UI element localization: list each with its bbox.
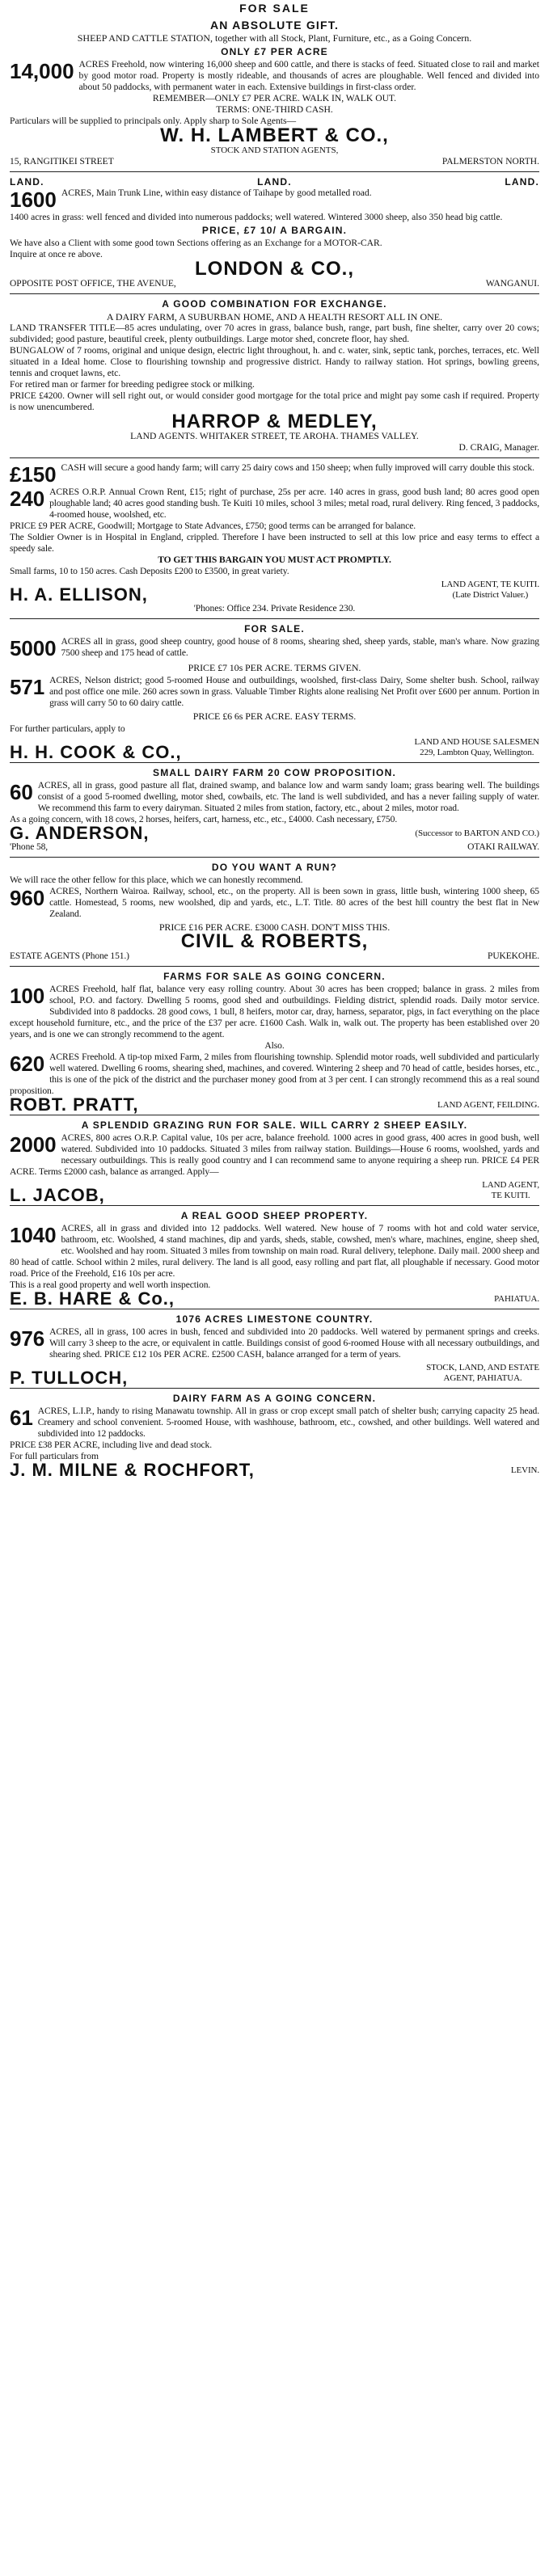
acreage-figure: 100 — [10, 984, 45, 1008]
acreage-figure: 5000 — [10, 636, 57, 660]
advert-body: ACRES Freehold, now wintering 16,000 sheep and 600 cattle, and there is stacks of feed. Situated close to rail and market by good motor road. Property is mostly rideable, and thousands of acres are ploughable. Well fenced and divided into about 50 paddocks, with permanent water in each. Extensive buildings in first-class order. — [78, 59, 539, 92]
advert-title: DO YOU WANT A RUN? — [211, 862, 338, 873]
agent-manager: D. CRAIG, Manager. — [458, 442, 539, 453]
agent-address: 15, RANGITIKEI STREET — [10, 157, 114, 167]
advert-body-3: PRICE £9 PER ACRE, Goodwill; Mortgage to State Advances, £750; good terms can be arranged for balance. — [10, 521, 416, 531]
advert-lambert — [10, 19, 539, 167]
agent-phones: 'Phones: Office 234. Private Residence 230. — [193, 603, 356, 613]
advert-price: PRICE £16 PER ACRE. £3000 CASH. DON'T MISS THIS. — [158, 921, 391, 933]
agent-town: PUKEKOHE. — [488, 951, 539, 961]
land-label: LAND. — [257, 176, 292, 188]
advert-body-2: ACRES Freehold. A tip-top mixed Farm, 2 miles from flourishing township. Splendid motor roads, well subdivided and particularly well watered. Dwelling 6 rooms, shearing shed, machines, and covered. Wintering 2 sheep and 70 head of cattle, besides horses, etc., this is one of the pick of the district and the purchaser money good from at 3 per cent. I can strongly recommend this as a real sound proposition. — [10, 1052, 539, 1096]
advert-milne — [10, 1393, 539, 1480]
agent-town: OTAKI RAILWAY. — [467, 842, 539, 852]
advert-particulars: Particulars will be supplied to principals only. Apply sharp to Sole Agents— — [10, 116, 297, 126]
agent-name: P. TULLOCH, — [10, 1368, 129, 1388]
acreage-figure: 60 — [10, 780, 33, 804]
agent-town: TE KUITI. — [491, 1191, 530, 1200]
advert-subtitle: ONLY £7 PER ACRE — [221, 46, 328, 57]
advert-body-2: BUNGALOW of 7 rooms, original and unique design, electric light throughout, h. and c. water, sink, septic tank, porches, terraces, etc. Well situated in a Ideal home. Close to flourishing township and progressive district. Handy to railway station. Hot springs, bowling greens, tennis and croquet lawns, etc. — [10, 345, 539, 378]
agent-name: LONDON & CO., — [195, 258, 354, 280]
advert-particulars: For full particulars from — [10, 1451, 99, 1461]
advert-title: FOR SALE. — [244, 623, 305, 635]
agent-phone: 'Phone 58, — [10, 842, 49, 852]
advert-body-4: PRICE £4200. Owner will sell right out, or would consider good mortgage for the total price and might pay some cash if required. Property is now unencumbered. — [10, 390, 539, 412]
acreage-figure: 61 — [10, 1406, 33, 1430]
divider — [10, 293, 539, 294]
advert-price: PRICE £7 10s PER ACRE. TERMS GIVEN. — [188, 662, 361, 673]
advert-body-2: ACRES, Northern Wairoa. Railway, school, etc., on the property. All is been sown in grass, little bush, wintering 1000 sheep, 65 cattle. Homestead, 5 rooms, new woolshed, dip and yards, etc., L.T. Title. 80 acres of the best hill country the best flat in New Zealand. — [49, 886, 539, 919]
agent-name: L. JACOB, — [10, 1185, 105, 1205]
acreage-figure: 960 — [10, 886, 45, 910]
agent-address: LAND AGENTS. WHITAKER STREET, TE AROHA. THAMES VALLEY. — [130, 431, 419, 441]
advert-body-2: This is a real good property and well worth inspection. — [10, 1280, 211, 1290]
advert-body-4: The Soldier Owner is in Hospital in England, crippled. Therefore I have been instructed to sell at this low price and easy terms to effect a speedy sale. — [10, 532, 539, 554]
advert-cook — [10, 623, 539, 762]
advert-title: 1076 ACRES LIMESTONE COUNTRY. — [175, 1313, 374, 1325]
divider — [10, 618, 539, 619]
advert-body-2: 1400 acres in grass: well fenced and divided into numerous paddocks; well watered. Wintered 3000 sheep, also 350 head big cattle. — [10, 212, 503, 222]
agent-role: LAND AND HOUSE SALESMEN — [414, 737, 539, 747]
advert-remember: REMEMBER—ONLY £7 PER ACRE. WALK IN, WALK OUT. — [152, 93, 397, 103]
advert-intro: A DAIRY FARM, A SUBURBAN HOME, AND A HEALTH RESORT ALL IN ONE. — [106, 311, 443, 323]
agent-role: STOCK, LAND, AND ESTATE — [426, 1363, 539, 1372]
advert-body: ACRES, all in grass, good pasture all flat, drained swamp, and balance low and warm sandy loam; grass bearing well. The buildings consist of a good 5-roomed dwelling, motor shed, cowbails, etc. The land is well subdivided, and has a never failing supply of water. We recommend this farm to every dairyman. Situated 2 miles from station, factory, etc., about 2 miles, motor road. — [37, 780, 539, 813]
advert-particulars: For further particulars, apply to — [10, 723, 125, 734]
advert-anderson — [10, 767, 539, 853]
agent-name: G. ANDERSON, — [10, 823, 150, 843]
land-label: LAND. — [505, 176, 539, 188]
divider — [10, 857, 539, 858]
advert-also: Also. — [264, 1040, 285, 1051]
agent-name: H. H. COOK & CO., — [10, 742, 182, 762]
advert-body: ACRES, all in grass, 100 acres in bush, fenced and subdivided into 20 paddocks. Well watered by permanent springs and creeks. Will carry 3 sheep to the acre, or equivalent in cattle. Buildings consist of good 6-roomed House with all necessary outbuildings, and shearing shed. PRICE £12 10s PER ACRE. £2500 CASH, balance arranged for a term of years. — [49, 1326, 539, 1360]
agent-address: OPPOSITE POST OFFICE, THE AVENUE, — [10, 279, 176, 289]
agent-name: ROBT. PRATT, — [10, 1094, 139, 1115]
advert-jacob — [10, 1119, 539, 1205]
divider — [10, 1388, 539, 1389]
divider — [10, 966, 539, 967]
advert-title: SMALL DAIRY FARM 20 COW PROPOSITION. — [152, 767, 396, 778]
agent-note: (Successor to BARTON AND CO.) — [415, 828, 539, 838]
advert-body: LAND TRANSFER TITLE—85 acres undulating, over 70 acres in grass, balance bush, range, part bush, fine shelter, carry over 20 cows; subdivided; good pasture, beautiful creek, plenty outbuildings. Large motor shed, concrete floor, hay shed. — [10, 323, 539, 344]
acreage-figure: 976 — [10, 1326, 45, 1351]
agent-role: LAND AGENT, TE KUITI. — [441, 580, 539, 589]
advert-body: ACRES, all in grass and divided into 12 paddocks. Well watered. New house of 7 rooms with hot and cold water service, bathroom, etc. Woolshed, 4 stand machines, dip and yards, sheds, stable, cowshed, men's whare, machines, engine, sheep shed, etc. Woolshed and hay room. Situated 3 miles from township on main road. Rural delivery, telephone. Daily mail. 2000 sheep and 80 head of cattle. School within 2 miles, rural delivery. The land is all good, easy rolling and part flat, all ploughable if necessary. Good motor road. Price of the Freehold, £16 10s per acre. — [10, 1223, 539, 1279]
advert-pratt — [10, 971, 539, 1115]
advert-title: DAIRY FARM AS A GOING CONCERN. — [172, 1393, 377, 1404]
agent-name: H. A. ELLISON, — [10, 584, 148, 605]
divider — [10, 1205, 539, 1206]
acreage-figure: 1040 — [10, 1223, 57, 1247]
advert-body-5: Small farms, 10 to 150 acres. Cash Deposits £200 to £3500, in great variety. — [10, 566, 289, 576]
advert-body: CASH will secure a good handy farm; will carry 25 dairy cows and 150 sheep; when fully improved will carry double this stock. — [61, 462, 534, 473]
advert-body: ACRES, 800 acres O.R.P. Capital value, 10s per acre, balance freehold. 1000 acres in good grass, 400 acres in good bush, well watered. Subdivided into 10 paddocks. Situated 3 miles from railway station. Buildings—House 6 rooms, woolshed, yards and necessary outbuildings. This is really good country and I can recommend same to anyone requiring a sheep run. PRICE £4 PER ACRE. Terms £2000 cash, balance as arranged. Apply— — [10, 1132, 539, 1177]
advert-body-3: For retired man or farmer for breeding pedigree stock or milking. — [10, 379, 255, 390]
land-label: LAND. — [10, 176, 44, 188]
advert-body-2: ACRES O.R.P. Annual Crown Rent, £15; right of purchase, 25s per acre. 140 acres in grass, good bush land; 80 acres good open ploughable land; 40 acres good standing bush. Te Kuiti 10 miles, school 3 miles; metal road, rural delivery. Ring fenced, 3 paddocks, 4-roomed house, woolshed, etc. — [49, 487, 539, 520]
advert-body: ACRES, Main Trunk Line, within easy distance of Taihape by good metalled road. — [61, 188, 372, 198]
advert-price: PRICE £38 PER ACRE, including live and dead stock. — [10, 1440, 213, 1450]
agent-name: E. B. HARE & Co., — [10, 1288, 175, 1309]
advert-body: ACRES all in grass, good sheep country, good house of 8 rooms, shearing shed, sheep yards, stable, man's whare. Now grazing 7500 sheep and 175 head of cattle. — [61, 636, 539, 658]
agent-town: LEVIN. — [510, 1465, 539, 1475]
advert-body: We will race the other fellow for this place, which we can honestly recommend. — [10, 875, 303, 885]
advert-intro: SHEEP AND CATTLE STATION, together with all Stock, Plant, Furniture, etc., as a Going Concern. — [77, 32, 472, 44]
agent-name: J. M. MILNE & ROCHFORT, — [10, 1460, 255, 1480]
agent-role: LAND AGENT, FEILDING. — [437, 1100, 539, 1110]
agent-name: W. H. LAMBERT & CO., — [160, 124, 389, 146]
advert-harrop — [10, 298, 539, 453]
advert-title: A GOOD COMBINATION FOR EXCHANGE. — [162, 298, 387, 310]
price-figure: £150 — [10, 462, 57, 487]
agent-address: 229, Lambton Quay, Wellington. — [420, 748, 534, 757]
advert-body-2: As a going concern, with 18 cows, 2 horses, heifers, cart, harness, etc., etc., £4000. Cash necessary, £750. — [10, 814, 398, 824]
acreage-figure: 2000 — [10, 1132, 57, 1157]
agent-town: PAHIATUA. — [494, 1294, 539, 1304]
acreage-figure: 571 — [10, 675, 45, 699]
advert-subtitle: TO GET THIS BARGAIN YOU MUST ACT PROMPTLY. — [158, 554, 391, 565]
advert-body-3: We have also a Client with some good town Sections offering as an Exchange for a MOTOR-CAR. — [10, 238, 382, 248]
advert-terms: TERMS: ONE-THIRD CASH. — [216, 104, 333, 115]
agent-name: CIVIL & ROBERTS, — [180, 930, 369, 952]
divider — [10, 457, 539, 458]
advert-body: ACRES Freehold, half flat, balance very easy rolling country. About 30 acres has been cropped; balance in grass. 2 miles from school, P.O. and factory. Dwelling 5 rooms, good shed and outbuildings. Fielding district, splendid roads. Daily motor service. Subdivided into 8 paddocks. 28 good cows, 1 bull, 8 heifers, motor car, dray, harness, separator, pigs, in fact everything on the place except household furniture, etc., and the price of the £37 per acre. £1600 Cash. Walk in, walk out. The property has been established over 20 years, and is one we can strongly recommend to the agent. — [10, 984, 539, 1039]
agent-town: WANGANUI. — [485, 279, 539, 289]
advert-title: FARMS FOR SALE AS GOING CONCERN. — [163, 971, 386, 982]
advert-title: AN ABSOLUTE GIFT. — [209, 19, 340, 32]
advert-ellison — [10, 462, 539, 614]
agent-role: LAND AGENT, — [482, 1180, 539, 1190]
divider — [10, 171, 539, 172]
divider — [10, 762, 539, 763]
acreage-figure: 14,000 — [10, 59, 74, 83]
newspaper-page — [6, 2, 543, 1480]
advert-body-2: ACRES, Nelson district; good 5-roomed House and outbuildings, woolshed, first-class Dairy, Some shelter bush. School, railway and post office one mile. 260 acres sown in grass. Valuable Timber Rights alone realising Net Profit over £600 per annum. Portion in grass will carry 50 to 60 dairy cattle. — [49, 675, 539, 708]
agent-role: ESTATE AGENTS (Phone 151.) — [10, 951, 129, 961]
agent-town: PALMERSTON NORTH. — [441, 157, 539, 167]
advert-body: ACRES, L.I.P., handy to rising Manawatu township. All in grass or crop except small patch of shelter bush; carrying capacity 25 head. Creamery and school convenient. 5-roomed House, with washhouse, bathroom, etc., cowshed, and other buildings. Well watered and subdivided into 12 paddocks. — [37, 1406, 539, 1439]
acreage-figure: 620 — [10, 1052, 45, 1076]
advert-price: PRICE, £7 10/ A BARGAIN. — [201, 225, 348, 236]
acreage-figure: 240 — [10, 487, 45, 511]
agent-name: HARROP & MEDLEY, — [171, 411, 378, 432]
advert-london — [10, 176, 539, 289]
advert-title: A SPLENDID GRAZING RUN FOR SALE. WILL CARRY 2 SHEEP EASILY. — [81, 1119, 468, 1131]
advert-civil-roberts — [10, 862, 539, 962]
advert-tulloch — [10, 1313, 539, 1388]
advert-inquire: Inquire at once re above. — [10, 249, 103, 259]
acreage-figure: 1600 — [10, 188, 57, 212]
advert-hare — [10, 1210, 539, 1309]
agent-subtitle: STOCK AND STATION AGENTS, — [210, 145, 339, 155]
advert-price-2: PRICE £6 6s PER ACRE. EASY TERMS. — [192, 710, 357, 722]
section-header: FOR SALE — [239, 2, 310, 15]
advert-title: A REAL GOOD SHEEP PROPERTY. — [180, 1210, 369, 1221]
agent-town: AGENT, PAHIATUA. — [443, 1373, 522, 1383]
agent-note: (Late District Valuer.) — [452, 590, 529, 600]
